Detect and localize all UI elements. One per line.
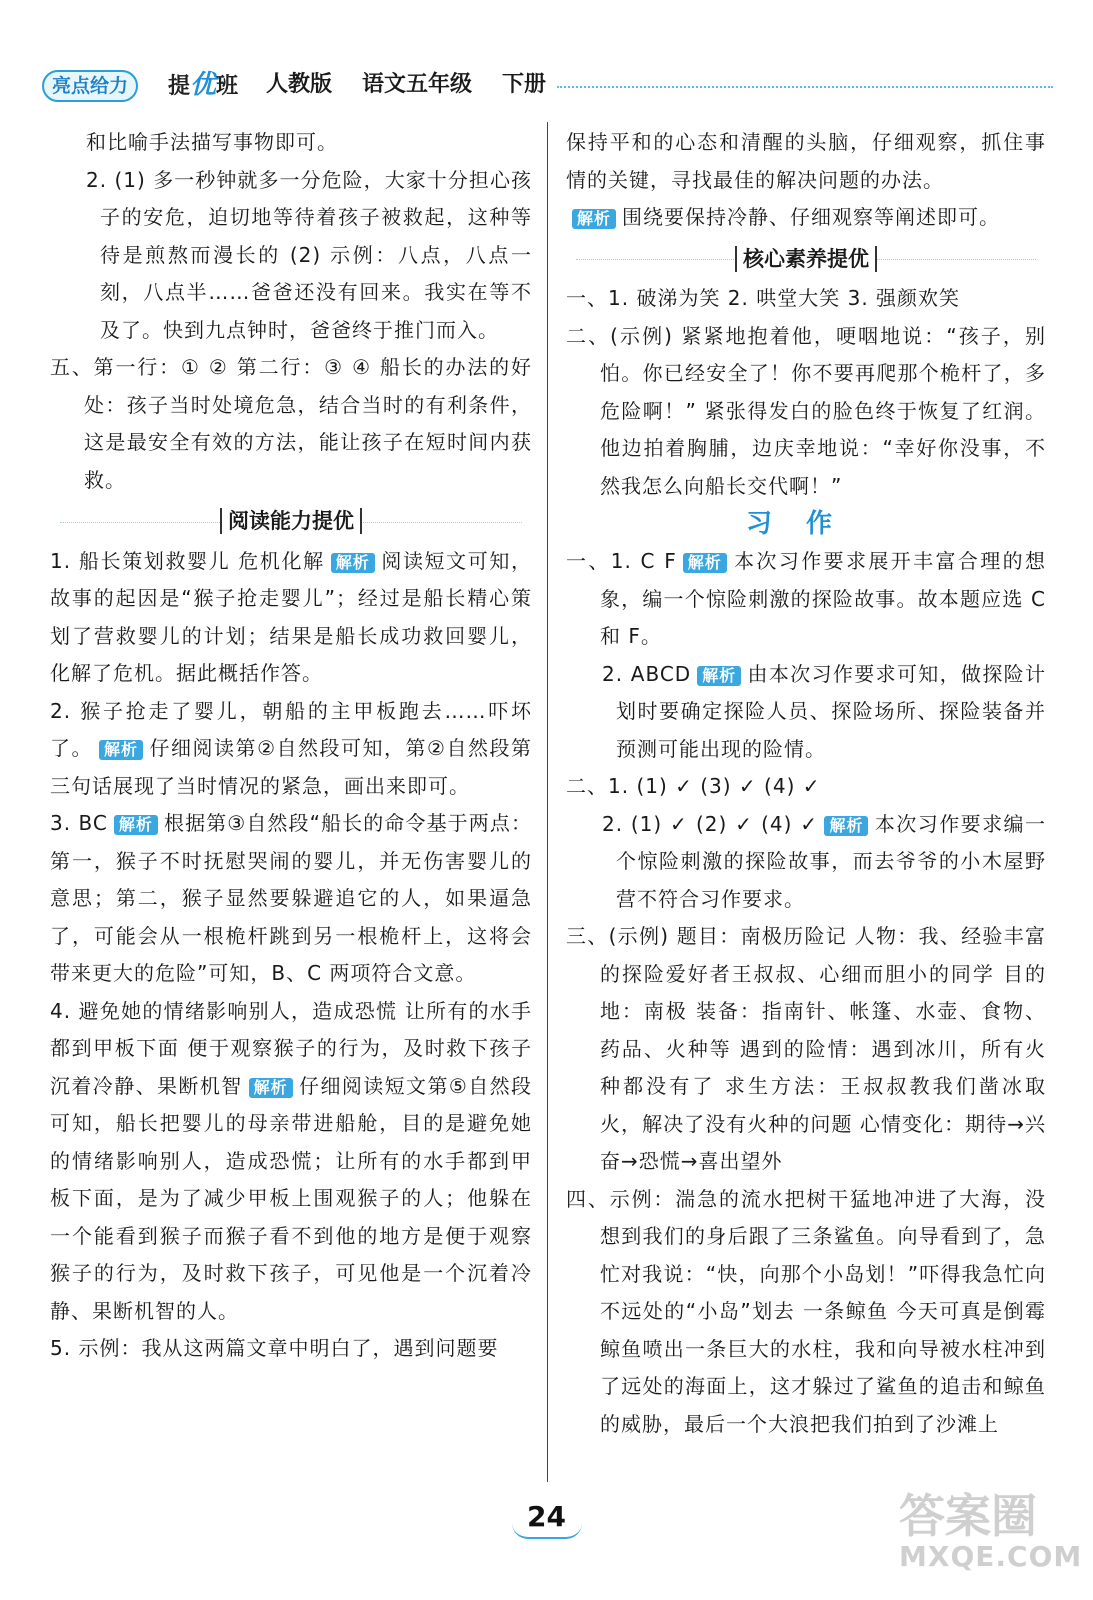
analysis-tag: 解析 <box>249 1078 293 1098</box>
answer-item: 一、1. C F 解析 本次习作要求展开丰富合理的想象，编一个惊险刺激的探险故事。故本题应选 C 和 F。 <box>566 549 1047 648</box>
watermark-logo: 答案圈 MXQE.COM <box>899 1489 1083 1573</box>
answer-item: 3. BC 解析 根据第③自然段“船长的命令基于两点：第一，猴子不时抚慰哭闹的婴儿，并无伤害婴儿的意思；第二，猴子显然要躲避追它的人，如果逼急了，可能会从一根桅杆跳到另一根桅杆上，这将会带来更大的危险”可知，B、C 两项符合文意。 <box>50 811 532 985</box>
answer-item: 四、示例：湍急的流水把树干猛地冲进了大海，没想到我们的身后跟了三条鲨鱼。向导看到了，急忙对我说：“快，向那个小岛划！”吓得我急忙向不远处的“小岛”划去 一条鲸鱼 今天可真是倒霉 鲸鱼喷出一条巨大的水柱，我和向导被水柱冲到了远处的海面上，这才躲过了鲨鱼的追击和鲸鱼的威胁，最后一个大浪把我们拍到了沙滩上 <box>566 1186 1046 1436</box>
analysis-tag: 解析 <box>572 209 616 229</box>
header-rule <box>557 86 1053 88</box>
answer-text: 五、第一行：① ② 第二行：③ ④ 船长的办法的好处：孩子当时处境危急，结合当时的有利条件，这是最安全有效的方法，能让孩子在短时间内获救。 <box>50 355 532 492</box>
answer-item: 2. (1) ✓ (2) ✓ (4) ✓ 解析 本次习作要求编一个惊险刺激的探险故事，而去爷爷的小木屋野营不符合习作要求。 <box>602 811 1046 911</box>
series-title: 提优班 <box>168 70 239 100</box>
answer-text: 和比喻手法描写事物即可。 <box>86 130 338 154</box>
answer-text: 保持平和的心态和清醒的头脑，仔细观察，抓住事情的关键，寻找最佳的解决问题的办法。 <box>566 130 1046 192</box>
section-heading-core: 核心素养提优 <box>566 241 1046 279</box>
analysis-tag: 解析 <box>683 553 727 573</box>
section-heading-writing: 习作 <box>745 509 866 539</box>
analysis-tag: 解析 <box>99 740 143 760</box>
answer-item: 2. 猴子抢走了婴儿，朝船的主甲板跑去……吓坏了。 解析 仔细阅读第②自然段可知，第②自然段第三句话展现了当时情况的紧急，画出来即可。 <box>50 698 533 798</box>
answer-item: 解析 围绕要保持冷静、仔细观察等阐述即可。 <box>566 199 1046 237</box>
analysis-tag: 解析 <box>824 816 868 836</box>
answer-item: 2. ABCD 解析 由本次习作要求可知，做探险计划时要确定探险人员、探险场所、探险装备并预测可能出现的险情。 <box>602 661 1047 761</box>
column-divider <box>547 122 548 1482</box>
section-heading-reading: 阅读能力提优 <box>50 503 532 541</box>
series-highlight: 优 <box>190 70 217 100</box>
answer-item: 5. 示例：我从这两篇文章中明白了，遇到问题要 <box>50 1336 499 1360</box>
page-header <box>40 66 1053 106</box>
answer-item: 二、(示例) 紧紧地抱着他，哽咽地说：“孩子，别怕。你已经安全了！你不要再爬那个桅杆了，多危险啊！” 紧张得发白的脸色终于恢复了红润。他边拍着胸脯，边庆幸地说：“幸好你没事，不然我怎么向船长交代啊！” <box>566 323 1046 498</box>
subject-label: 语文五年级 <box>362 72 473 97</box>
left-column <box>50 124 532 1368</box>
answer-item: 二、1. (1) ✓ (3) ✓ (4) ✓ <box>566 774 821 798</box>
edition-label: 人教版 <box>266 72 333 97</box>
answer-item: 4. 避免她的情绪影响别人，造成恐慌 让所有的水手都到甲板下面 便于观察猴子的行为，及时救下孩子 沉着冷静、果断机智 解析 仔细阅读短文第⑤自然段可知，船长把婴儿的母亲带进船舱，目的是避免她的情绪影响别人，造成恐慌；让所有的水手都到甲板下面，是为了减少甲板上围观猴子的人；他躲在一个能看到猴子而猴子看不到他的地方是便于观察猴子的行为，及时救下孩子，可见他是一个沉着冷静、果断机智的人。 <box>50 998 532 1323</box>
page-number: 24 <box>0 1500 1093 1539</box>
analysis-tag: 解析 <box>114 815 158 835</box>
analysis-tag: 解析 <box>697 666 741 686</box>
answer-text: 2. (1) 多一秒钟就多一分危险，大家十分担心孩子的安危，迫切地等待着孩子被救起，这种等待是煎熬而漫长的 (2) 示例：八点，八点一刻，八点半……爸爸还没有回来。我实在等不及了。快到九点钟时，爸爸终于推门而入。 <box>86 167 532 342</box>
volume-label: 下册 <box>502 72 547 97</box>
answer-item: 一、1. 破涕为笑 2. 哄堂大笑 3. 强颜欢笑 <box>566 286 961 310</box>
brand-logo: 亮点给力 <box>42 70 138 102</box>
analysis-tag: 解析 <box>331 553 375 573</box>
right-column <box>566 124 1046 1443</box>
answer-item: 1. 船长策划救婴儿 危机化解 解析 阅读短文可知，故事的起因是“猴子抢走婴儿”；经过是船长精心策划了营救婴儿的计划；结果是船长成功救回婴儿，化解了危机。据此概括作答。 <box>50 548 532 685</box>
answer-item: 三、(示例) 题目：南极历险记 人物：我、经验丰富的探险爱好者王叔叔、心细而胆小的同学 目的地：南极 装备：指南针、帐篷、水壶、食物、药品、火种等 遇到的险情：遇到冰川，所有火种都没有了 求生方法：王叔叔教我们凿冰取火，解决了没有火种的问题 心情变化：期待→兴奋→恐慌→喜出望外 <box>566 924 1046 1173</box>
